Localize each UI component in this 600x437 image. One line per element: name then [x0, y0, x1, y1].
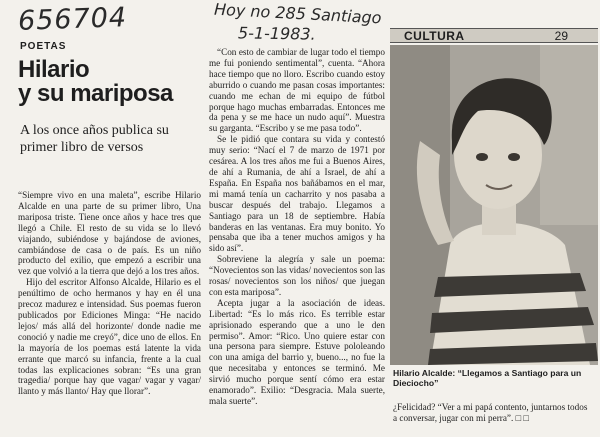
body-paragraph: “Siempre vivo en una maleta”, escribe Hilario Alcalde en una parte de su primer libro, Una mariposa triste. Tiene once años y hace tres que llegó a Chile. El resto de su vida se lo llevó viajando, subiéndose y bajándose de aviones, cambiándose de casa o de país. Es un niño producto del exilio, que empezó a escribir una vez que volvió a la tierra que dejó a los tres años. — [18, 190, 201, 277]
body-paragraph: Acepta jugar a la asociación de ideas. Libertad: “Es lo más rico. Es terrible estar aprisionado esperando que a uno le den permiso”. Amor: “Rico. Uno quiere estar con una persona para siempre. Estuve pololeando con una amiga del barrio y, bueno..., no fue la que necesitaba y entonces se terminó. Me sirvió mucho porque sentí cómo era estar enamorado”. Exilio: “Desgracia. Mala suerte, mala suerte”. — [209, 297, 385, 406]
article-closing-text: ¿Felicidad? “Ver a mi papá contento, juntarnos todos a conversar, jugar con mi perra”. □ □ — [393, 402, 588, 423]
portrait-photo-drawing — [390, 45, 598, 365]
section-name: CULTURA — [404, 29, 465, 43]
date-annotation: 5-1-1983. — [237, 23, 316, 44]
headline-line-1: Hilario — [18, 56, 90, 83]
page-number: 29 — [554, 29, 568, 43]
body-paragraph: “Con esto de cambiar de lugar todo el tiempo me fui poniendo sentimental”, cuenta. “Ahora hace tiempo que no lloro. Escribo cuando estoy aburrido o cuando me pasan cosas importantes: cuando me echan de mi equipo de fútbol porque hago muchas embarradas. Entonces me da pena y se me hace un nudo aquí”. Muestra su garganta. “Escribo y se me pasa todo”. — [209, 47, 385, 134]
source-annotation: Hoy no 285 Santiago — [213, 0, 382, 28]
article-column-1 — [18, 190, 201, 397]
archive-number-annotation: 656704 — [17, 2, 128, 37]
section-header-bar — [390, 28, 598, 43]
body-paragraph: Sobreviene la alegría y sale un poema: “Novecientos son las vidas/ novecientos son las rosas/ novecientos son los niños/ que juegan con esta mariposa”. — [209, 254, 385, 297]
headline-line-2: y su mariposa — [18, 80, 173, 107]
article-kicker: POETAS — [20, 41, 67, 52]
article-dek: A los once años publica su primer libro de versos — [20, 123, 169, 155]
photo-caption: Hilario Alcalde: “Llegamos a Santiago para un Dieciocho” — [393, 368, 582, 389]
body-paragraph: Se le pidió que contara su vida y contestó muy serio: “Nací el 7 de marzo de 1971 por cesárea. A los tres años me fui a Buenos Aires, de ahí a Rumania, de ahí a Israel, de ahí a España. En España nos bañábamos en el mar, mi mamá tenía un cacharrito y nos pasaba a buscar después del trabajo. Llegamos a Santiago para un 18 de septiembre. Había banderas en las ventanas. Era muy bonito. Yo pensaba que iba a tener muchos amigos y ha sido así”. — [209, 134, 385, 254]
portrait-photo — [390, 45, 598, 365]
article-column-2 — [209, 47, 385, 407]
body-paragraph: Hijo del escritor Alfonso Alcalde, Hilario es el penúltimo de ocho hermanos y hay en él una precoz madurez e intensidad. Sus poemas fueron publicados por Ediciones Minga: “He nacido lejos/ más allá del horizonte/ donde nadie me conoció y nadie me creyó”, dice uno de ellos. En la mayoría de los poemas está latente la vida errante que marcó su infancia, frente a la cual todas las explicaciones sobran: “Es una gran tragedia/ porque hay que vagar/ vagar y vagar/ llanto y más llanto/ Hay que llorar”. — [18, 277, 201, 397]
article-headline — [18, 58, 173, 106]
